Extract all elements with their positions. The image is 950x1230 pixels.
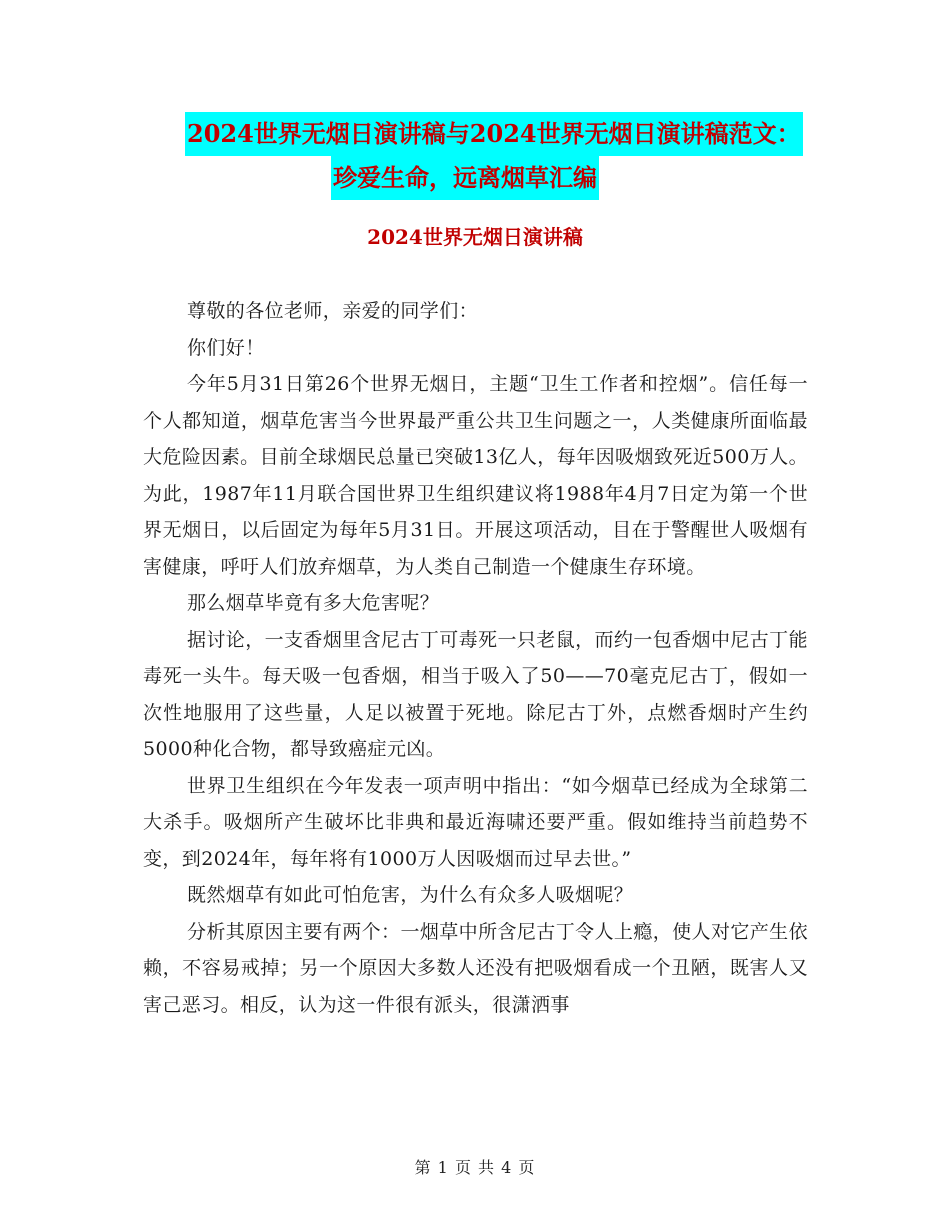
- body-text: [143, 293, 808, 1023]
- document-title: [145, 112, 835, 200]
- paragraph: 分析其原因主要有两个：一烟草中所含尼古丁令人上瘾，使人对它产生依赖，不容易戒掉；另一个原因大多数人还没有把吸烟看成一个丑陋，既害人又害己恶习。相反，认为这一件很有派头，很潇洒事: [143, 920, 808, 1016]
- title-line-2: [145, 156, 835, 200]
- page-footer: 第 1 页 共 4 页: [414, 1158, 536, 1177]
- paragraph: 既然烟草有如此可怕危害，为什么有众多人吸烟呢？: [187, 884, 634, 906]
- title-line-1: [145, 112, 835, 156]
- paragraph: 据讨论，一支香烟里含尼古丁可毒死一只老鼠，而约一包香烟中尼古丁能毒死一头牛。每天吸一包香烟，相当于吸入了50——70毫克尼古丁，假如一次性地服用了这些量，人足以被置于死地。除尼古丁外，点燃香烟时产生约5000种化合物，都导致癌症元凶。: [143, 628, 808, 760]
- title-highlight-2: 珍爱生命，远离烟草汇编: [331, 156, 599, 200]
- paragraph: 你们好！: [187, 336, 265, 359]
- paragraph: 尊敬的各位老师，亲爱的同学们：: [187, 300, 479, 322]
- paragraph: 世界卫生组织在今年发表一项声明中指出：“如今烟草已经成为全球第二大杀手。吸烟所产生破坏比非典和最近海啸还要严重。假如维持当前趋势不变，到2024年，每年将有1000万人因吸烟而过早去世。”: [143, 774, 808, 870]
- paragraph: 那么烟草毕竟有多大危害呢？: [187, 592, 440, 614]
- paragraph: 今年5月31日第26个世界无烟日，主题“卫生工作者和控烟”。信任每一个人都知道，烟草危害当今世界最严重公共卫生问题之一，人类健康所面临最大危险因素。目前全球烟民总量已突破13亿人，每年因吸烟致死近500万人。为此，1987年11月联合国世界卫生组织建议将1988年4月7日定为第一个世界无烟日，以后固定为每年5月31日。开展这项活动，目在于警醒世人吸烟有害健康，呼吁人们放弃烟草，为人类自己制造一个健康生存环境。: [143, 373, 808, 578]
- section-title: 2024世界无烟日演讲稿: [367, 225, 583, 249]
- title-highlight-1: 2024世界无烟日演讲稿与2024世界无烟日演讲稿范文：: [185, 112, 803, 156]
